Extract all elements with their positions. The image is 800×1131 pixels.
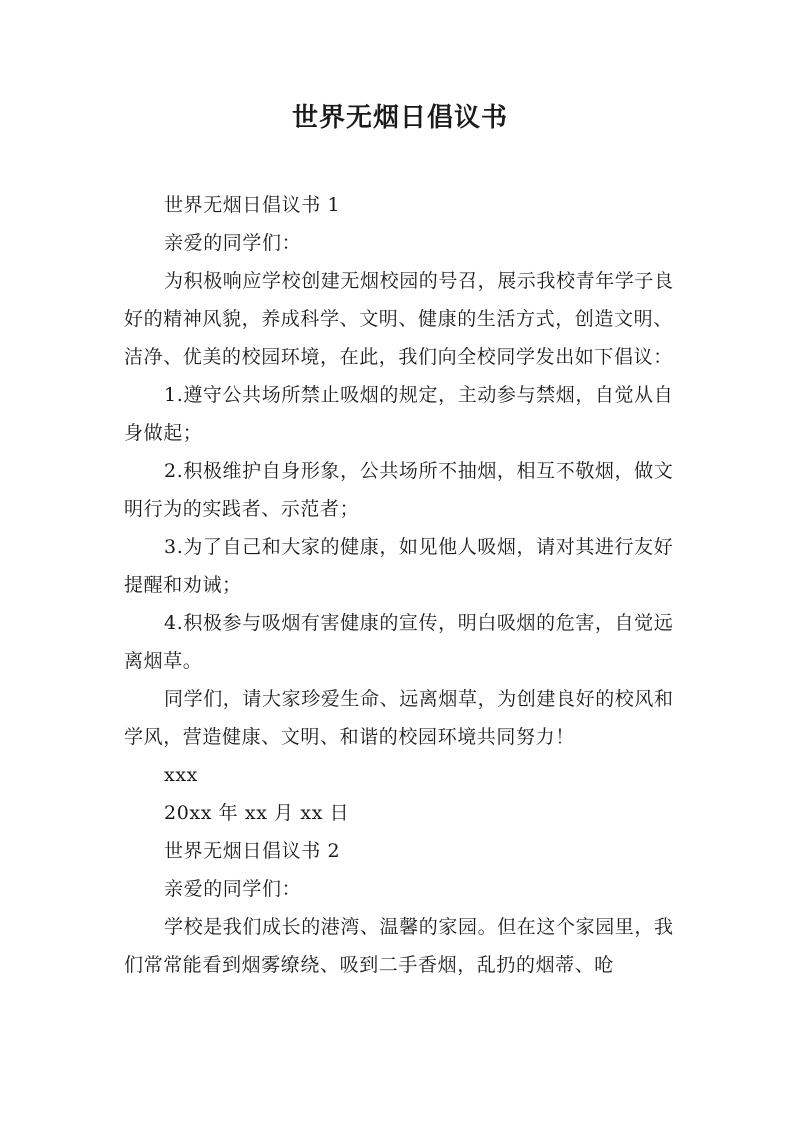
salutation: 亲爱的同学们： xyxy=(164,232,302,254)
section-heading: 世界无烟日倡议书 1 xyxy=(164,194,341,216)
closing-paragraph: 同学们，请大家珍爱生命、远离烟草，为创建良好的校风和学风，营造健康、文明、和谐的校园环境共同努力！ xyxy=(124,688,674,748)
date: 20xx 年 xx 月 xx 日 xyxy=(164,802,350,824)
proposal-item: 1.遵守公共场所禁止吸烟的规定，主动参与禁烟，自觉从自身做起； xyxy=(124,384,674,444)
proposal-item: 3.为了自己和大家的健康，如见他人吸烟，请对其进行友好提醒和劝诫； xyxy=(124,536,674,596)
document-body xyxy=(124,186,684,984)
proposal-item: 2.积极维护自身形象，公共场所不抽烟，相互不敬烟，做文明行为的实践者、示范者； xyxy=(124,460,674,520)
salutation: 亲爱的同学们： xyxy=(164,878,302,900)
body-paragraph: 学校是我们成长的港湾、温馨的家园。但在这个家园里，我们常常能看到烟雾缭绕、吸到二手香烟，乱扔的烟蒂、呛 xyxy=(124,916,674,976)
proposal-item: 4.积极参与吸烟有害健康的宣传，明白吸烟的危害，自觉远离烟草。 xyxy=(124,612,674,672)
section-heading: 世界无烟日倡议书 2 xyxy=(164,840,341,862)
signature: xxx xyxy=(164,764,198,786)
document-title: 世界无烟日倡议书 xyxy=(291,103,508,133)
intro-paragraph: 为积极响应学校创建无烟校园的号召，展示我校青年学子良好的精神风貌，养成科学、文明、健康的生活方式，创造文明、洁净、优美的校园环境，在此，我们向全校同学发出如下倡议： xyxy=(124,270,674,368)
